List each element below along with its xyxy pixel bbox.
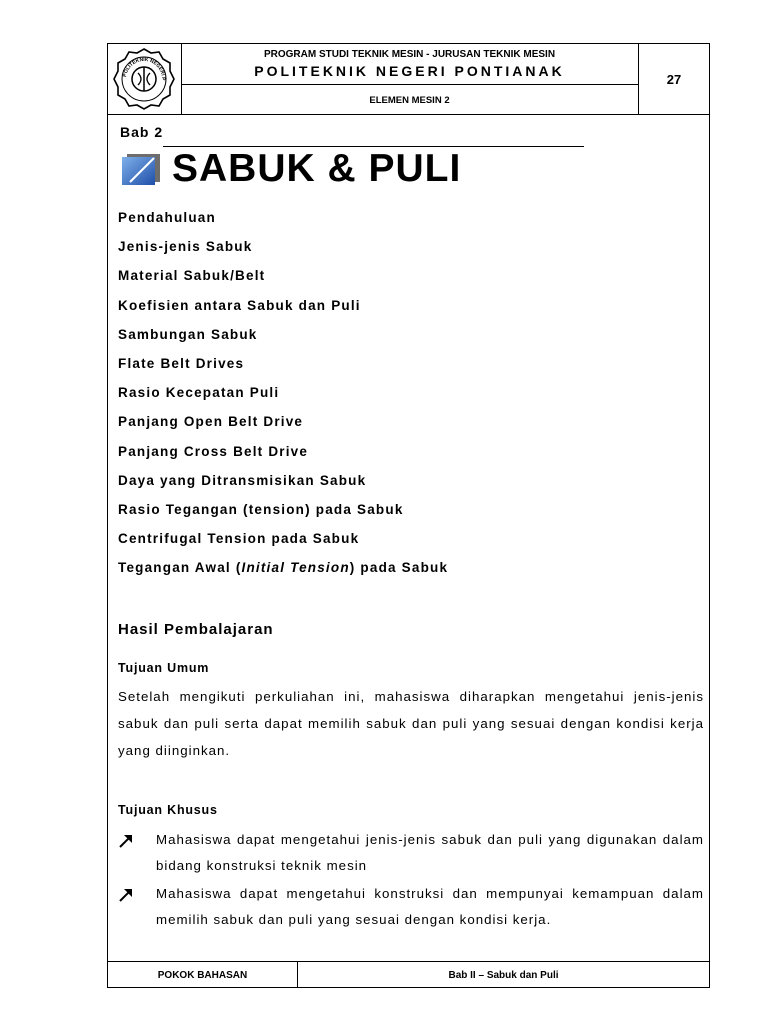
page-footer — [108, 961, 709, 989]
topic-item: Rasio Kecepatan Puli — [118, 385, 280, 401]
specific-goal-text: Mahasiswa dapat mengetahui konstruksi dan mempunyai kemampuan dalam memilih sabuk dan puli yang sesuai dengan kondisi kerja. — [156, 886, 704, 927]
topic-item: Daya yang Ditransmisikan Sabuk — [118, 472, 367, 488]
topic-item: Rasio Tegangan (tension) pada Sabuk — [118, 501, 404, 517]
chapter-title: SABUK & PULI — [172, 147, 462, 190]
page-header — [108, 44, 709, 115]
topic-suffix: ) pada Sabuk — [349, 560, 449, 576]
topic-item: Sambungan Sabuk — [118, 326, 258, 342]
topic-item: Pendahuluan — [118, 210, 216, 225]
specific-goal-text: Mahasiswa dapat mengetahui jenis-jenis sabuk dan puli yang digunakan dalam bidang konstruksi teknik mesin — [156, 832, 704, 873]
polnep-seal-icon — [111, 46, 177, 112]
footer-left: POKOK BAHASAN — [108, 962, 298, 988]
topic-italic: Initial Tension — [241, 560, 350, 576]
arrow-up-right-icon — [118, 833, 134, 849]
arrow-up-right-icon — [118, 887, 134, 903]
logo-cell — [108, 44, 182, 114]
topic-item: Material Sabuk/Belt — [118, 268, 266, 284]
topic-item: Panjang Open Belt Drive — [118, 414, 304, 430]
chapter-square-icon — [120, 152, 162, 186]
topic-item: Panjang Cross Belt Drive — [118, 443, 309, 459]
learning-heading: Hasil Pembalajaran — [118, 621, 274, 638]
topic-item-last — [118, 560, 448, 589]
seal-text: POLITEKNIK NEGERI P — [122, 56, 167, 81]
header-divider — [181, 84, 638, 85]
topic-list — [118, 210, 448, 589]
course-title: ELEMEN MESIN 2 — [369, 95, 450, 106]
topic-item: Flate Belt Drives — [118, 355, 245, 371]
general-goal-heading: Tujuan Umum — [118, 661, 210, 675]
topic-prefix: Tegangan Awal ( — [118, 560, 242, 576]
program-title: PROGRAM STUDI TEKNIK MESIN - JURUSAN TEKNIK MESIN — [263, 49, 556, 60]
page-number: 27 — [666, 71, 682, 87]
page-frame — [107, 43, 710, 988]
topic-item: Koefisien antara Sabuk dan Puli — [118, 297, 361, 313]
header-title-cell — [181, 44, 639, 114]
general-goal-text: Setelah mengikuti perkuliahan ini, mahasiswa diharapkan mengetahui jenis-jenis sabuk dan puli serta dapat memilih sabuk dan puli yang sesuai dengan kondisi kerja yang diinginkan. — [118, 689, 704, 758]
chapter-label: Bab 2 — [120, 124, 164, 140]
institution-title: POLITEKNIK NEGERI PONTIANAK — [254, 63, 565, 79]
specific-goal-heading: Tujuan Khusus — [118, 803, 218, 817]
topic-item: Jenis-jenis Sabuk — [118, 239, 253, 255]
footer-right: Bab II – Sabuk dan Puli — [448, 969, 559, 981]
topic-item: Centrifugal Tension pada Sabuk — [118, 531, 360, 547]
